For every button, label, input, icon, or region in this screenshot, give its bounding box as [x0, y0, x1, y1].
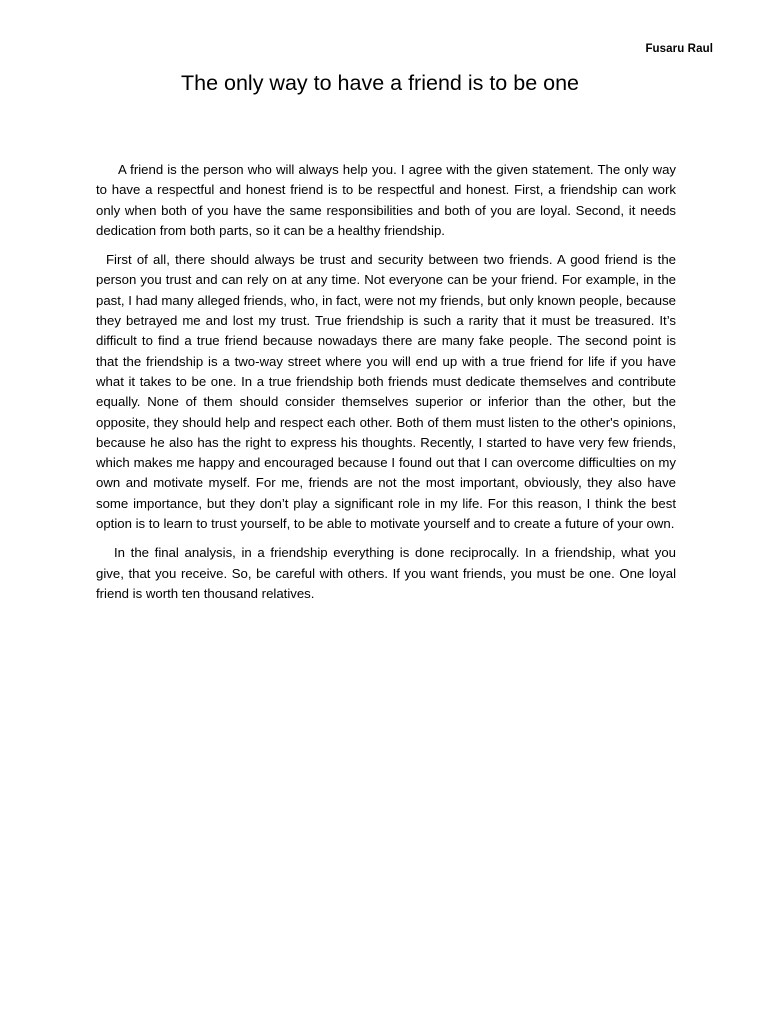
document-title: The only way to have a friend is to be one — [181, 71, 579, 95]
paragraph-2: First of all, there should always be trust and security between two friends. A good friend is the person you trust and can rely on at any time. Not everyone can be your friend. For example, in the past, I had many alleged friends, who, in fact, were not my friends, but only known people, because they betrayed me and lost my trust. True friendship is such a rarity that it must be treasured. It’s difficult to find a true friend because nowadays there are many fake people. The second point is that the friendship is a two-way street where you will end up with a true friend for life if you have what it takes to be one. In a true friendship both friends must dedicate themselves and contribute equally. None of them should consider themselves superior or inferior than the other, but the opposite, they should help and respect each other. Both of them must listen to the other's opinions, because he also has the right to express his thoughts. Recently, I started to have very few friends, which makes me happy and encouraged because I found out that I can overcome difficulties on my own and motivate myself. For me, friends are not the most important, obviously, they also have some importance, but they don’t play a significant role in my life. For this reason, I think the best option is to learn to trust yourself, to be able to motivate yourself and to create a future of your own. — [96, 252, 676, 532]
paragraph-3: In the final analysis, in a friendship everything is done reciprocally. In a friendship, what you give, that you receive. So, be careful with others. If you want friends, you must be one. One loyal friend is worth ten thousand relatives. — [96, 545, 676, 601]
author-name: Fusaru Raul — [645, 43, 713, 55]
paragraph-1: A friend is the person who will always help you. I agree with the given statement. The only way to have a respectful and honest friend is to be respectful and honest. First, a friendship can work only when both of you have the same responsibilities and both of you are loyal. Second, it needs dedication from both parts, so it can be a healthy friendship. — [96, 162, 676, 238]
document-body — [96, 160, 676, 613]
